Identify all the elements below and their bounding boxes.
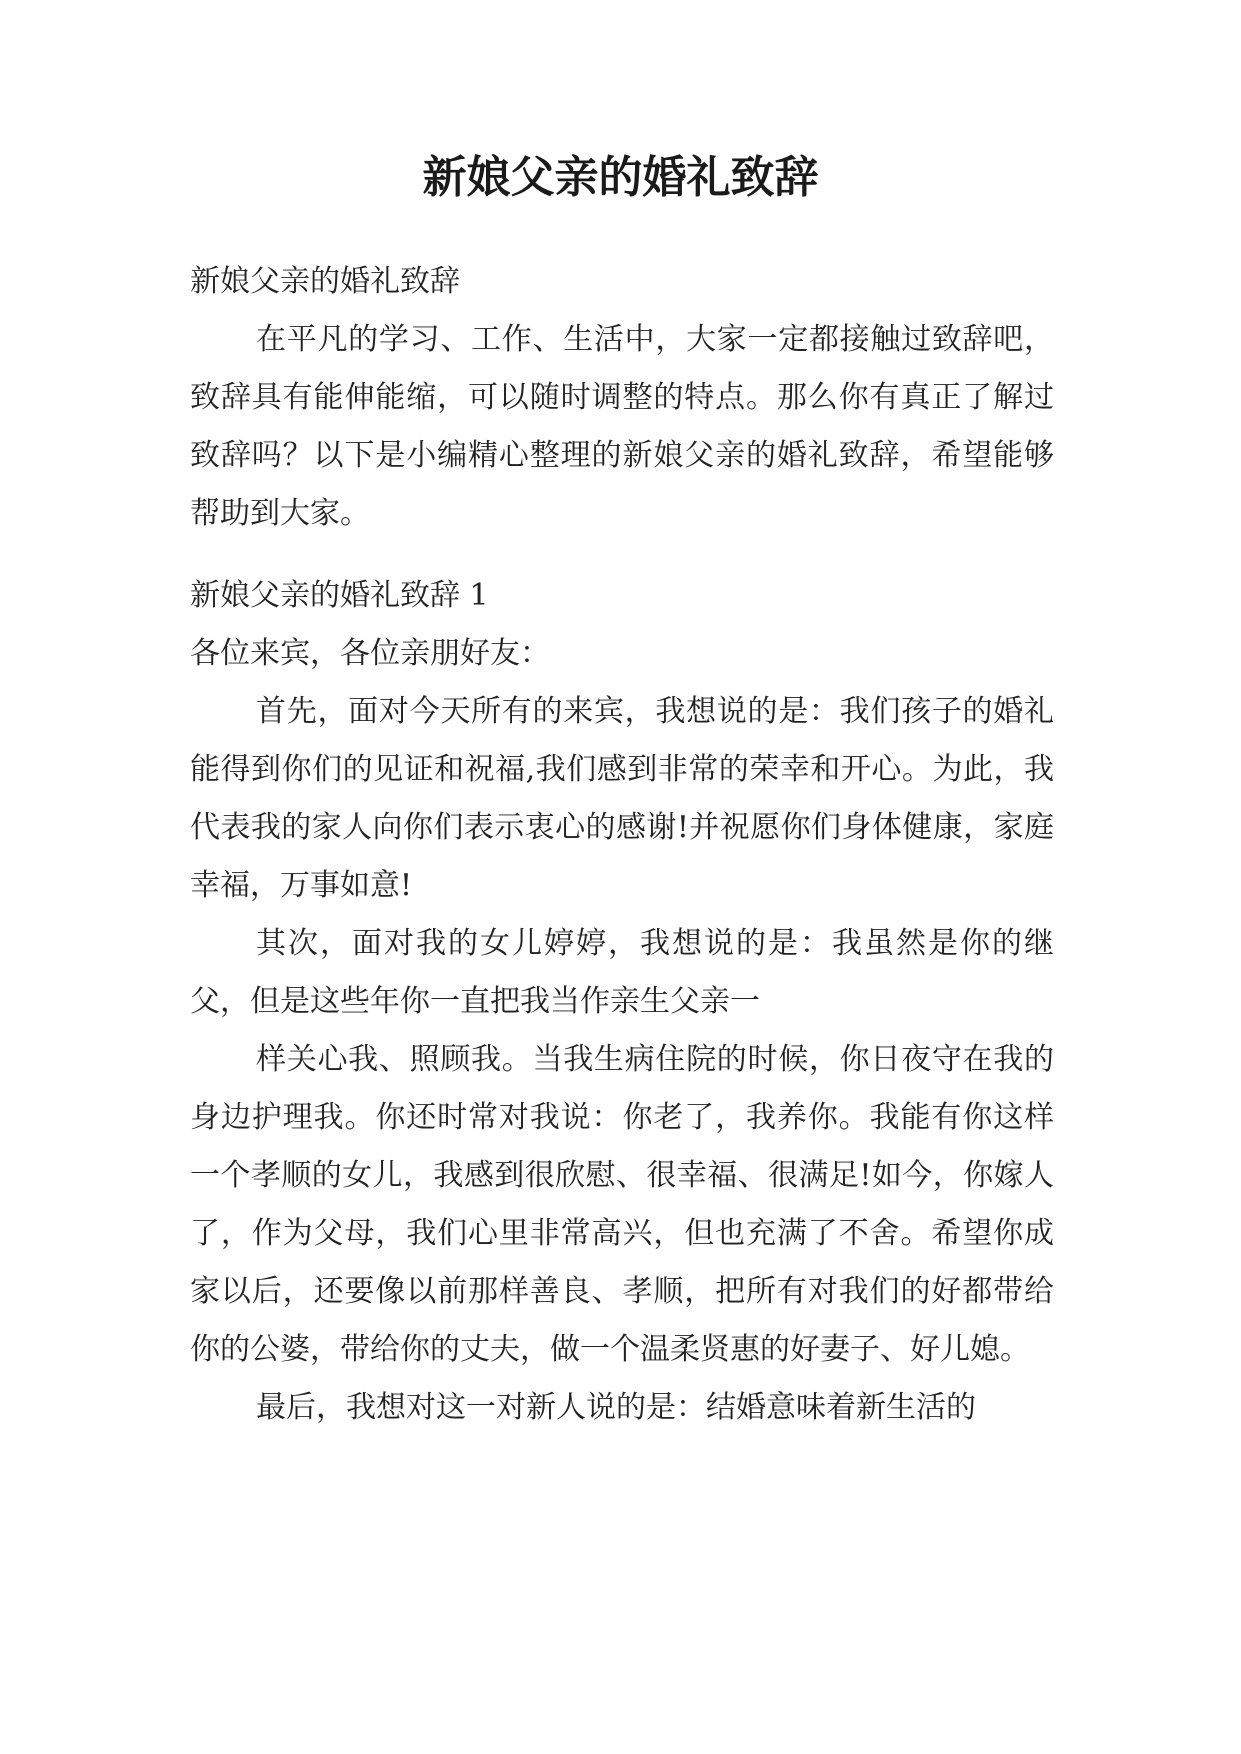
speech-paragraph: 首先，面对今天所有的来宾，我想说的是：我们孩子的婚礼能得到你们的见证和祝福,我们感到非常的荣幸和开心。为此，我代表我的家人向你们表示衷心的感谢!并祝愿你们身体健康，家庭幸福，万事如意!	[190, 694, 1054, 903]
document-subtitle: 新娘父亲的婚礼致辞	[190, 264, 460, 299]
salutation: 各位来宾，各位亲朋好友：	[190, 636, 550, 671]
section-heading: 新娘父亲的婚礼致辞 1	[190, 578, 489, 613]
document-title: 新娘父亲的婚礼致辞	[422, 152, 819, 203]
intro-paragraph: 在平凡的学习、工作、生活中，大家一定都接触过致辞吧，致辞具有能伸能缩，可以随时调整的特点。那么你有真正了解过致辞吗？以下是小编精心整理的新娘父亲的婚礼致辞，希望能够帮助到大家。	[190, 322, 1054, 531]
speech-section	[190, 567, 1054, 1437]
speech-paragraph: 最后，我想对这一对新人说的是：结婚意味着新生活的	[256, 1390, 976, 1425]
speech-paragraph: 其次，面对我的女儿婷婷，我想说的是：我虽然是你的继父，但是这些年你一直把我当作亲生父亲一	[190, 926, 1054, 1019]
intro-block	[190, 253, 1054, 543]
speech-paragraph: 样关心我、照顾我。当我生病住院的时候，你日夜守在我的身边护理我。你还时常对我说：你老了，我养你。我能有你这样一个孝顺的女儿，我感到很欣慰、很幸福、很满足!如今，你嫁人了，作为父母，我们心里非常高兴，但也充满了不舍。希望你成家以后，还要像以前那样善良、孝顺，把所有对我们的好都带给你的公婆，带给你的丈夫，做一个温柔贤惠的好妻子、好儿媳。	[190, 1042, 1054, 1367]
